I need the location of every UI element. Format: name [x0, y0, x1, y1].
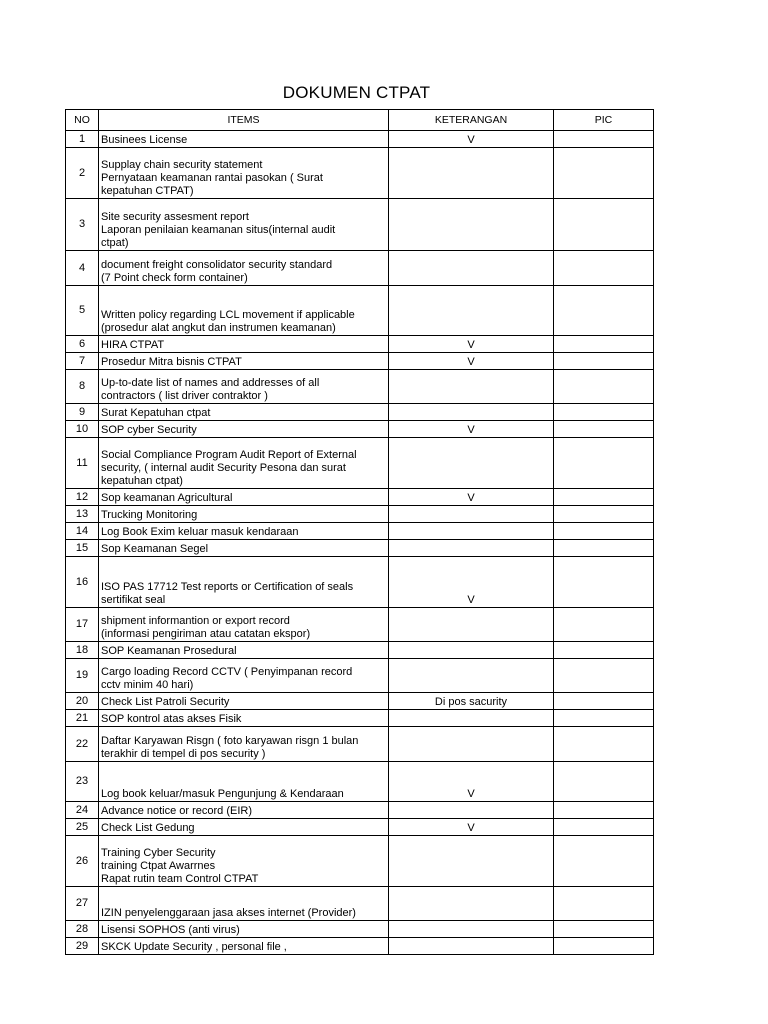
- table-row: [66, 336, 654, 353]
- row-pic: [554, 819, 654, 836]
- item-line: HIRA CTPAT: [101, 339, 165, 351]
- item-line: (informasi pengiriman atau catatan ekspor): [101, 628, 311, 640]
- table-row: [66, 938, 654, 955]
- row-keterangan: V: [389, 762, 554, 802]
- row-pic: [554, 199, 654, 251]
- row-item: [99, 608, 389, 642]
- row-pic: [554, 659, 654, 693]
- table-row: [66, 131, 654, 148]
- item-line: Check List Patroli Security: [101, 696, 230, 708]
- row-pic: [554, 404, 654, 421]
- row-item: [99, 286, 389, 336]
- row-keterangan: [389, 938, 554, 955]
- table-row: [66, 887, 654, 921]
- row-item: [99, 819, 389, 836]
- row-keterangan: [389, 802, 554, 819]
- row-pic: [554, 540, 654, 557]
- row-pic: [554, 710, 654, 727]
- table-body: [66, 131, 654, 955]
- item-line: SKCK Update Security , personal file ,: [101, 941, 287, 953]
- item-line: (7 Point check form container): [101, 272, 248, 284]
- header-keterangan: KETERANGAN: [389, 110, 554, 131]
- item-line: security, ( internal audit Security Pesona dan surat: [101, 462, 346, 474]
- row-pic: [554, 506, 654, 523]
- row-number: 27: [66, 887, 99, 921]
- item-line: Prosedur Mitra bisnis CTPAT: [101, 356, 242, 368]
- row-number: 24: [66, 802, 99, 819]
- item-line: Lisensi SOPHOS (anti virus): [101, 924, 240, 936]
- row-number: 19: [66, 659, 99, 693]
- row-number: 15: [66, 540, 99, 557]
- row-number: 2: [66, 148, 99, 199]
- table-row: [66, 819, 654, 836]
- item-line: Log book keluar/masuk Pengunjung & Kendaraan: [101, 788, 344, 800]
- item-line: Daftar Karyawan Risgn ( foto karyawan risgn 1 bulan: [101, 735, 359, 747]
- item-line: SOP kontrol atas akses Fisik: [101, 713, 242, 725]
- ctpat-document-table: [65, 109, 654, 955]
- row-number: 9: [66, 404, 99, 421]
- row-item: [99, 762, 389, 802]
- row-number: 18: [66, 642, 99, 659]
- row-item: [99, 727, 389, 762]
- row-pic: [554, 938, 654, 955]
- row-keterangan: [389, 659, 554, 693]
- item-line: Up-to-date list of names and addresses of all: [101, 377, 320, 389]
- item-line: IZIN penyelenggaraan jasa akses internet (Provider): [101, 907, 356, 919]
- row-keterangan: V: [389, 819, 554, 836]
- row-item: [99, 710, 389, 727]
- table-row: [66, 727, 654, 762]
- table-row: [66, 370, 654, 404]
- table-row: [66, 693, 654, 710]
- row-pic: [554, 921, 654, 938]
- item-line: Sop Keamanan Segel: [101, 543, 209, 555]
- table-row: [66, 659, 654, 693]
- item-line: training Ctpat Awarrnes: [101, 860, 216, 872]
- item-line: Cargo loading Record CCTV ( Penyimpanan record: [101, 666, 353, 678]
- row-item: [99, 802, 389, 819]
- row-pic: [554, 887, 654, 921]
- row-item: [99, 370, 389, 404]
- row-item: [99, 938, 389, 955]
- item-line: (prosedur alat angkut dan instrumen keamanan): [101, 322, 336, 334]
- row-keterangan: [389, 887, 554, 921]
- row-keterangan: Di pos sacurity: [389, 693, 554, 710]
- row-number: 28: [66, 921, 99, 938]
- document-title: DOKUMEN CTPAT: [282, 83, 431, 102]
- item-line: Site security assesment report: [101, 211, 249, 223]
- row-pic: [554, 762, 654, 802]
- item-line: Pernyataan keamanan rantai pasokan ( Surat: [101, 172, 323, 184]
- item-line: Training Cyber Security: [101, 847, 216, 859]
- table-row: [66, 506, 654, 523]
- row-item: [99, 523, 389, 540]
- table-row: [66, 710, 654, 727]
- row-keterangan: V: [389, 557, 554, 608]
- table-row: [66, 438, 654, 489]
- row-item: [99, 557, 389, 608]
- row-keterangan: [389, 540, 554, 557]
- row-number: 20: [66, 693, 99, 710]
- item-line: Supplay chain security statement: [101, 159, 263, 171]
- row-pic: [554, 421, 654, 438]
- table-row: [66, 557, 654, 608]
- row-number: 6: [66, 336, 99, 353]
- row-number: 21: [66, 710, 99, 727]
- row-keterangan: [389, 404, 554, 421]
- item-line: Check List Gedung: [101, 822, 195, 834]
- row-keterangan: [389, 286, 554, 336]
- row-pic: [554, 802, 654, 819]
- header-pic: PIC: [554, 110, 654, 131]
- row-item: [99, 659, 389, 693]
- row-item: [99, 921, 389, 938]
- item-line: document freight consolidator security standard: [101, 259, 333, 271]
- item-line: Advance notice or record (EIR): [101, 805, 253, 817]
- row-item: [99, 404, 389, 421]
- row-keterangan: [389, 438, 554, 489]
- row-item: [99, 836, 389, 887]
- row-item: [99, 438, 389, 489]
- row-keterangan: [389, 148, 554, 199]
- row-number: 16: [66, 557, 99, 608]
- row-number: 5: [66, 286, 99, 336]
- row-keterangan: V: [389, 336, 554, 353]
- row-pic: [554, 370, 654, 404]
- item-line: ctpat): [101, 237, 129, 249]
- row-number: 17: [66, 608, 99, 642]
- row-item: [99, 131, 389, 148]
- table-row: [66, 489, 654, 506]
- table-row: [66, 762, 654, 802]
- row-keterangan: V: [389, 131, 554, 148]
- row-item: [99, 540, 389, 557]
- row-keterangan: [389, 608, 554, 642]
- row-pic: [554, 523, 654, 540]
- row-pic: [554, 131, 654, 148]
- row-item: [99, 148, 389, 199]
- row-keterangan: [389, 921, 554, 938]
- item-line: Rapat rutin team Control CTPAT: [101, 873, 259, 885]
- item-line: Sop keamanan Agricultural: [101, 492, 233, 504]
- table-row: [66, 199, 654, 251]
- row-pic: [554, 336, 654, 353]
- row-number: 11: [66, 438, 99, 489]
- table-row: [66, 523, 654, 540]
- header-no: NO: [66, 110, 99, 131]
- row-keterangan: [389, 710, 554, 727]
- item-line: kepatuhan ctpat): [101, 475, 183, 487]
- row-item: [99, 642, 389, 659]
- row-number: 25: [66, 819, 99, 836]
- table-row: [66, 353, 654, 370]
- row-number: 29: [66, 938, 99, 955]
- row-pic: [554, 836, 654, 887]
- row-pic: [554, 353, 654, 370]
- table-row: [66, 540, 654, 557]
- item-line: Surat Kepatuhan ctpat: [101, 407, 211, 419]
- item-line: Social Compliance Program Audit Report of External: [101, 449, 357, 461]
- table-row: [66, 642, 654, 659]
- table-row: [66, 148, 654, 199]
- row-number: 3: [66, 199, 99, 251]
- row-pic: [554, 148, 654, 199]
- row-pic: [554, 693, 654, 710]
- row-pic: [554, 489, 654, 506]
- table-row: [66, 251, 654, 286]
- table-row: [66, 836, 654, 887]
- row-keterangan: [389, 370, 554, 404]
- item-line: Trucking Monitoring: [101, 509, 198, 521]
- item-line: Businees License: [101, 134, 188, 146]
- header-items: ITEMS: [99, 110, 389, 131]
- item-line: kepatuhan CTPAT): [101, 185, 194, 197]
- item-line: cctv minim 40 hari): [101, 679, 194, 691]
- row-item: [99, 353, 389, 370]
- row-keterangan: [389, 506, 554, 523]
- row-item: [99, 489, 389, 506]
- row-number: 14: [66, 523, 99, 540]
- item-line: terakhir di tempel di pos security ): [101, 748, 266, 760]
- row-item: [99, 199, 389, 251]
- row-number: 13: [66, 506, 99, 523]
- row-number: 4: [66, 251, 99, 286]
- row-item: [99, 506, 389, 523]
- table-row: [66, 921, 654, 938]
- row-keterangan: [389, 523, 554, 540]
- item-line: SOP Keamanan Prosedural: [101, 645, 237, 657]
- row-keterangan: [389, 199, 554, 251]
- item-line: contractors ( list driver contraktor ): [101, 390, 268, 402]
- row-keterangan: [389, 251, 554, 286]
- item-line: sertifikat seal: [101, 594, 166, 606]
- row-pic: [554, 727, 654, 762]
- row-pic: [554, 608, 654, 642]
- row-keterangan: [389, 642, 554, 659]
- row-item: [99, 421, 389, 438]
- item-line: ISO PAS 17712 Test reports or Certification of seals: [101, 581, 354, 593]
- row-pic: [554, 642, 654, 659]
- table-row: [66, 608, 654, 642]
- table-row: [66, 802, 654, 819]
- row-number: 26: [66, 836, 99, 887]
- row-keterangan: V: [389, 353, 554, 370]
- row-item: [99, 693, 389, 710]
- row-number: 1: [66, 131, 99, 148]
- row-item: [99, 251, 389, 286]
- row-keterangan: V: [389, 489, 554, 506]
- table-row: [66, 421, 654, 438]
- row-keterangan: V: [389, 421, 554, 438]
- row-keterangan: [389, 836, 554, 887]
- row-number: 10: [66, 421, 99, 438]
- row-pic: [554, 251, 654, 286]
- row-item: [99, 336, 389, 353]
- row-pic: [554, 438, 654, 489]
- row-pic: [554, 286, 654, 336]
- row-number: 23: [66, 762, 99, 802]
- table-row: [66, 404, 654, 421]
- item-line: Log Book Exim keluar masuk kendaraan: [101, 526, 299, 538]
- row-keterangan: [389, 727, 554, 762]
- item-line: Laporan penilaian keamanan situs(internal audit: [101, 224, 336, 236]
- row-number: 12: [66, 489, 99, 506]
- row-number: 7: [66, 353, 99, 370]
- table-row: [66, 286, 654, 336]
- item-line: Written policy regarding LCL movement if applicable: [101, 309, 355, 321]
- header-row: [66, 110, 654, 131]
- row-number: 8: [66, 370, 99, 404]
- item-line: shipment informantion or export record: [101, 615, 290, 627]
- item-line: SOP cyber Security: [101, 424, 197, 436]
- row-number: 22: [66, 727, 99, 762]
- row-pic: [554, 557, 654, 608]
- row-item: [99, 887, 389, 921]
